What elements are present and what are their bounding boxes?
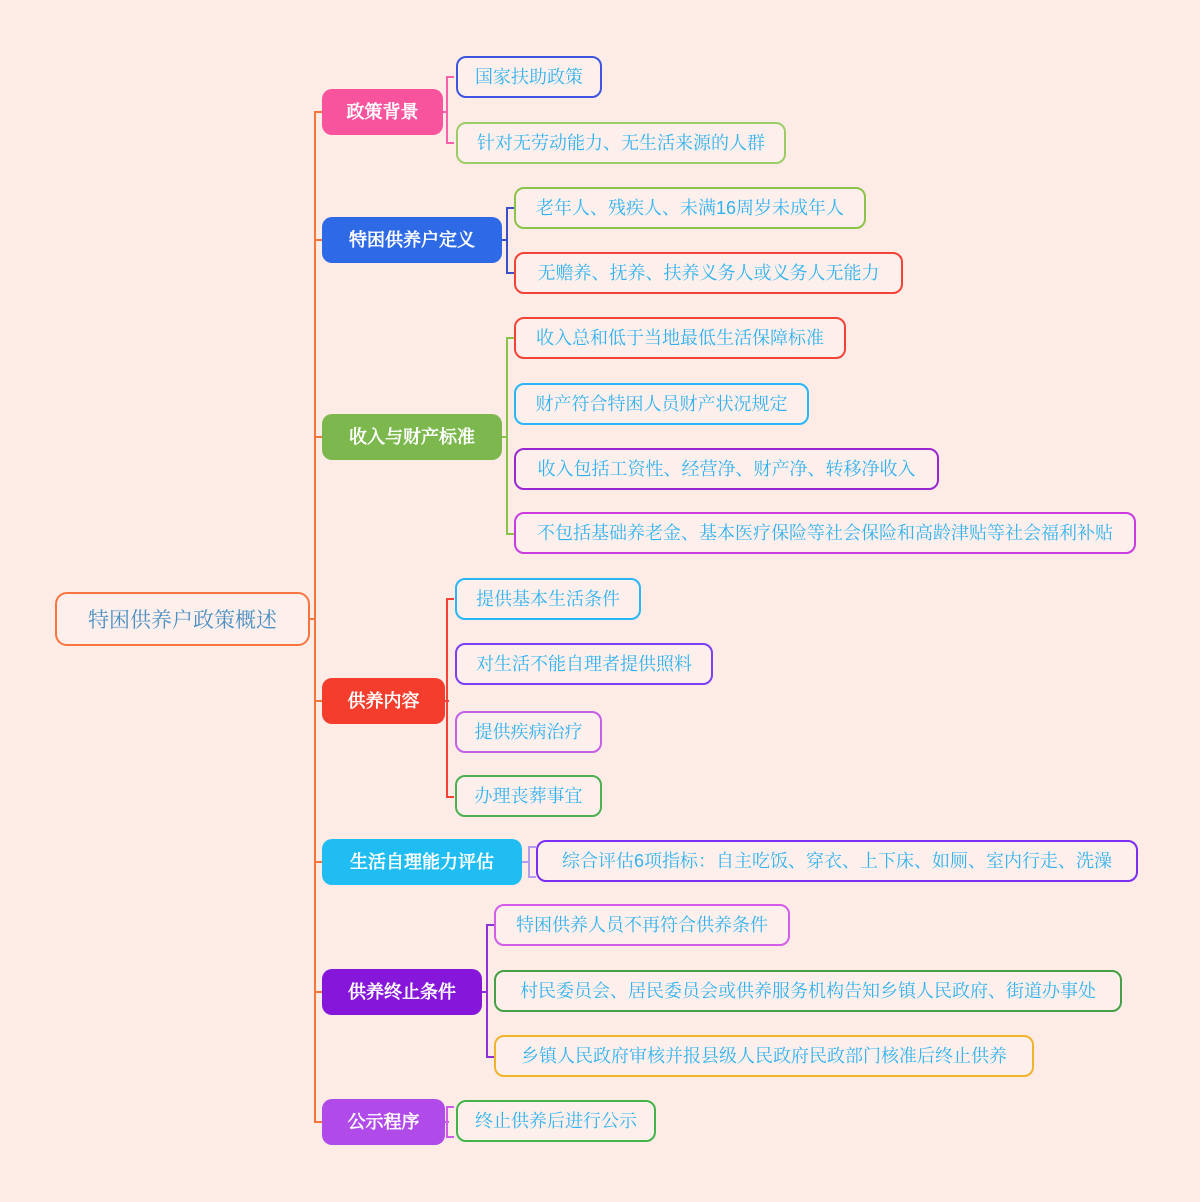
spine-stub-3 [314, 436, 322, 438]
branch-1-children-bracket [446, 76, 454, 144]
leaf-disease-treatment[interactable]: 提供疾病治疗 [455, 711, 602, 753]
branch-6-children-bracket [486, 924, 494, 1058]
spine-stub-4 [314, 700, 322, 702]
branch-2-children-bracket [506, 207, 514, 274]
leaf-no-supporter[interactable]: 无赡养、抚养、扶养义务人或义务人无能力 [514, 252, 903, 294]
leaf-publicity-after-termination[interactable]: 终止供养后进行公示 [456, 1100, 656, 1142]
branch-self-care-assessment[interactable]: 生活自理能力评估 [322, 839, 522, 885]
leaf-eligible-groups[interactable]: 老年人、残疾人、未满16周岁未成年人 [514, 187, 866, 229]
leaf-income-below-minimum[interactable]: 收入总和低于当地最低生活保障标准 [514, 317, 846, 359]
root-node[interactable]: 特困供养户政策概述 [55, 592, 310, 646]
spine-stub-2 [314, 239, 322, 241]
spine-stub-7 [314, 1121, 322, 1123]
leaf-no-longer-eligible[interactable]: 特困供养人员不再符合供养条件 [494, 904, 790, 946]
leaf-government-approval[interactable]: 乡镇人民政府审核并报县级人民政府民政部门核准后终止供养 [494, 1035, 1034, 1077]
leaf-funeral-arrangement[interactable]: 办理丧葬事宜 [455, 775, 602, 817]
leaf-income-components[interactable]: 收入包括工资性、经营净、财产净、转移净收入 [514, 448, 939, 490]
leaf-target-population[interactable]: 针对无劳动能力、无生活来源的人群 [456, 122, 786, 164]
leaf-national-support-policy[interactable]: 国家扶助政策 [456, 56, 602, 98]
branch-special-household-definition[interactable]: 特困供养户定义 [322, 217, 502, 263]
leaf-assessment-indicators[interactable]: 综合评估6项指标：自主吃饭、穿衣、上下床、如厕、室内行走、洗澡 [536, 840, 1138, 882]
branch-7-children-bracket [446, 1106, 454, 1138]
branch-income-property-standard[interactable]: 收入与财产标准 [322, 414, 502, 460]
branch-4-children-bracket [446, 598, 454, 798]
branch-publicity-procedure[interactable]: 公示程序 [322, 1099, 445, 1145]
branch-policy-background[interactable]: 政策背景 [322, 89, 443, 135]
branch-5-children-bracket [528, 846, 536, 878]
leaf-income-exclusions[interactable]: 不包括基础养老金、基本医疗保险等社会保险和高龄津贴等社会福利补贴 [514, 512, 1136, 554]
branch-support-content[interactable]: 供养内容 [322, 678, 445, 724]
leaf-committee-notification[interactable]: 村民委员会、居民委员会或供养服务机构告知乡镇人民政府、街道办事处 [494, 970, 1122, 1012]
leaf-care-for-disabled[interactable]: 对生活不能自理者提供照料 [455, 643, 713, 685]
spine-stub-6 [314, 991, 322, 993]
spine-stub-1 [314, 111, 322, 113]
leaf-property-compliance[interactable]: 财产符合特困人员财产状况规定 [514, 383, 809, 425]
spine-stub-5 [314, 861, 322, 863]
spine-line [314, 111, 316, 1123]
leaf-basic-living-conditions[interactable]: 提供基本生活条件 [455, 578, 641, 620]
branch-support-termination[interactable]: 供养终止条件 [322, 969, 482, 1015]
branch-3-children-bracket [506, 337, 514, 535]
